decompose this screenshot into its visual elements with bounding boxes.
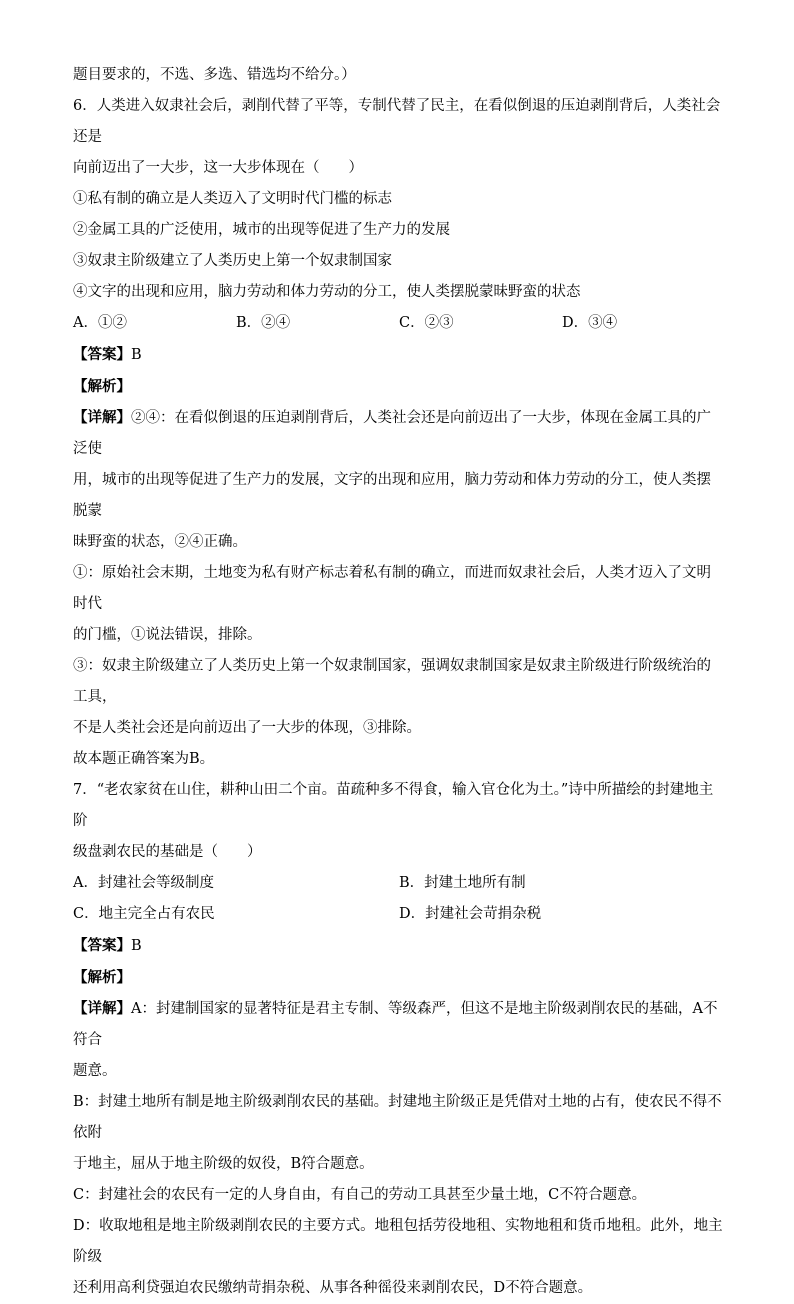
q7-options-row-1 [73,868,725,899]
q6-detail-line-2: 用，城市的出现等促进了生产力的发展，文字的出现和应用，脑力劳动和体力劳动的分工，使人类摆脱蒙 [73,472,711,519]
q7-detail-line-2: 题意。 [73,1063,117,1079]
q6-answer-value: B [131,347,142,363]
q7-detail-text-1: A：封建制国家的显著特征是君主专制、等级森严，但这不是地主阶级剥削农民的基础，A不符合 [73,1001,718,1048]
q7-detail-line-3: B：封建土地所有制是地主阶级剥削农民的基础。封建地主阶级正是凭借对土地的占有，使农民不得不依附 [73,1094,722,1141]
q7-detail-line-1 [73,993,725,1056]
q6-stem-line-2: 向前迈出了一大步，这一大步体现在（ ） [73,160,363,176]
q6-detail-line-1 [73,402,725,465]
q6-statement-2: ②金属工具的广泛使用，城市的出现等促进了生产力的发展 [73,222,450,238]
q6-detail-line-5: 的门槛，①说法错误，排除。 [73,627,262,643]
q6-option-b: B．②④ [236,315,291,331]
q7-answer-value: B [131,938,142,954]
q7-analysis-tag: 【解析】 [73,969,131,986]
q6-detail-tag: 【详解】 [73,409,131,426]
q7-detail-line-4: 于地主，屈从于地主阶级的奴役，B符合题意。 [73,1156,374,1172]
q7-detail-line-6: D：收取地租是地主阶级剥削农民的主要方式。地租包括劳役地租、实物地租和货币地租。此外，地主阶级 [73,1218,723,1265]
q6-detail-text-1: ②④：在看似倒退的压迫剥削背后，人类社会还是向前迈出了一大步，体现在金属工具的广泛使 [73,410,711,457]
q6-statement-1: ①私有制的确立是人类迈入了文明时代门槛的标志 [73,191,392,207]
q7-detail-tag: 【详解】 [73,1000,131,1017]
instruction-tail: 题目要求的，不选、多选、错选均不给分。） [73,67,356,83]
q7-option-c: C．地主完全占有农民 [73,906,215,922]
q6-statement-4: ④文字的出现和应用，脑力劳动和体力劳动的分工，使人类摆脱蒙昧野蛮的状态 [73,284,581,300]
q6-analysis-tag: 【解析】 [73,378,131,395]
q6-option-c: C．②③ [399,315,454,331]
q6-detail-line-3: 昧野蛮的状态，②④正确。 [73,534,247,550]
document-body [73,60,725,1304]
q6-detail-line-7: 不是人类社会还是向前迈出了一大步的体现，③排除。 [73,720,421,736]
q6-option-d: D．③④ [562,315,618,331]
q7-answer-tag: 【答案】 [73,937,131,954]
q7-answer [73,930,725,962]
q6-options [73,308,725,339]
q6-answer [73,339,725,371]
q6-detail-line-8: 故本题正确答案为B。 [73,751,215,767]
q7-option-b: B．封建土地所有制 [399,875,526,891]
q7-options-row-2 [73,899,725,930]
q7-stem-line-1: 7．“老农家贫在山住，耕种山田二个亩。苗疏种多不得食，输入官仓化为土。”诗中所描绘的封建地主阶 [73,782,714,829]
q7-stem-line-2: 级盘剥农民的基础是（ ） [73,844,262,860]
q6-answer-tag: 【答案】 [73,346,131,363]
q7-detail-line-5: C：封建社会的农民有一定的人身自由，有自己的劳动工具甚至少量土地，C不符合题意。 [73,1187,647,1203]
q6-detail-line-4: ①：原始社会末期，土地变为私有财产标志着私有制的确立，而进而奴隶社会后，人类才迈入了文明时代 [73,565,711,612]
q7-detail-line-7: 还利用高利贷强迫农民缴纳苛捐杂税、从事各种徭役来剥削农民，D不符合题意。 [73,1280,593,1296]
q6-detail-line-6: ③：奴隶主阶级建立了人类历史上第一个奴隶制国家，强调奴隶制国家是奴隶主阶级进行阶级统治的工具， [73,658,711,705]
q6-stem-line-1: 6．人类进入奴隶社会后，剥削代替了平等，专制代替了民主，在看似倒退的压迫剥削背后，人类社会还是 [73,98,721,145]
q7-option-d: D．封建社会苛捐杂税 [399,906,542,922]
q6-option-a: A．①② [73,315,127,331]
q7-option-a: A．封建社会等级制度 [73,875,214,891]
q6-statement-3: ③奴隶主阶级建立了人类历史上第一个奴隶制国家 [73,253,392,269]
